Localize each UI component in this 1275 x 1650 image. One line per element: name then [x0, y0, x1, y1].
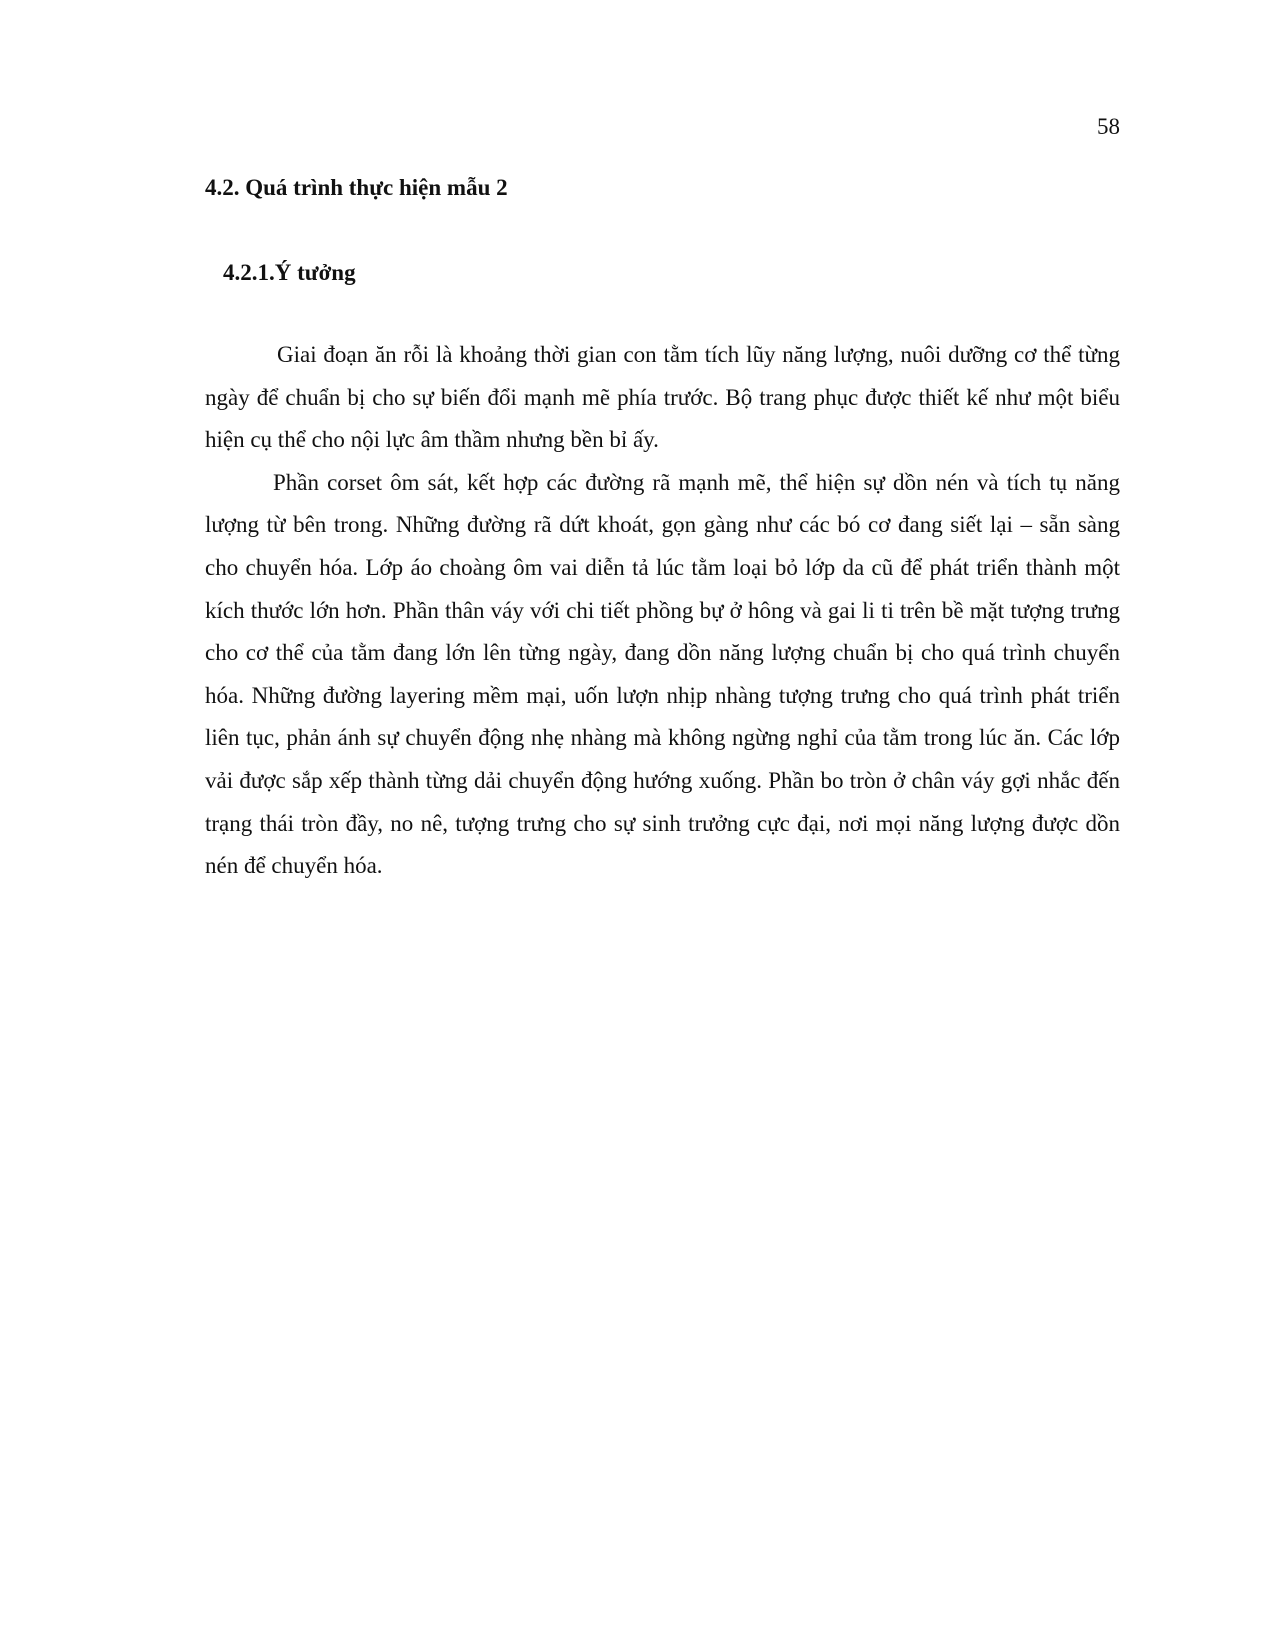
- page-number: 58: [1097, 114, 1120, 139]
- body-text: [205, 334, 1120, 888]
- paragraph-intro: Giai đoạn ăn rỗi là khoảng thời gian con tằm tích lũy năng lượng, nuôi dưỡng cơ thể từng ngày để chuẩn bị cho sự biến đổi mạnh mẽ phía trước. Bộ trang phục được thiết kế như một biểu hiện cụ thể cho nội lực âm thầm nhưng bền bỉ ấy.: [205, 342, 1120, 453]
- subsection-heading: 4.2.1.Ý tưởng: [223, 260, 356, 285]
- section-heading: 4.2. Quá trình thực hiện mẫu 2: [205, 175, 508, 200]
- paragraph-design-details: Phần corset ôm sát, kết hợp các đường rã mạnh mẽ, thể hiện sự dồn nén và tích tụ năng lượng từ bên trong. Những đường rã dứt khoát, gọn gàng như các bó cơ đang siết lại – sẵn sàng cho chuyển hóa. Lớp áo choàng ôm vai diễn tả lúc tằm loại bỏ lớp da cũ để phát triển thành một kích thước lớn hơn. Phần thân váy với chi tiết phồng bự ở hông và gai li ti trên bề mặt tượng trưng cho cơ thể của tằm đang lớn lên từng ngày, đang dồn năng lượng chuẩn bị cho quá trình chuyển hóa. Những đường layering mềm mại, uốn lượn nhịp nhàng tượng trưng cho quá trình phát triển liên tục, phản ánh sự chuyển động nhẹ nhàng mà không ngừng nghỉ của tằm trong lúc ăn. Các lớp vải được sắp xếp thành từng dải chuyển động hướng xuống. Phần bo tròn ở chân váy gợi nhắc đến trạng thái tròn đầy, no nê, tượng trưng cho sự sinh trưởng cực đại, nơi mọi năng lượng được dồn nén để chuyển hóa.: [205, 469, 1120, 879]
